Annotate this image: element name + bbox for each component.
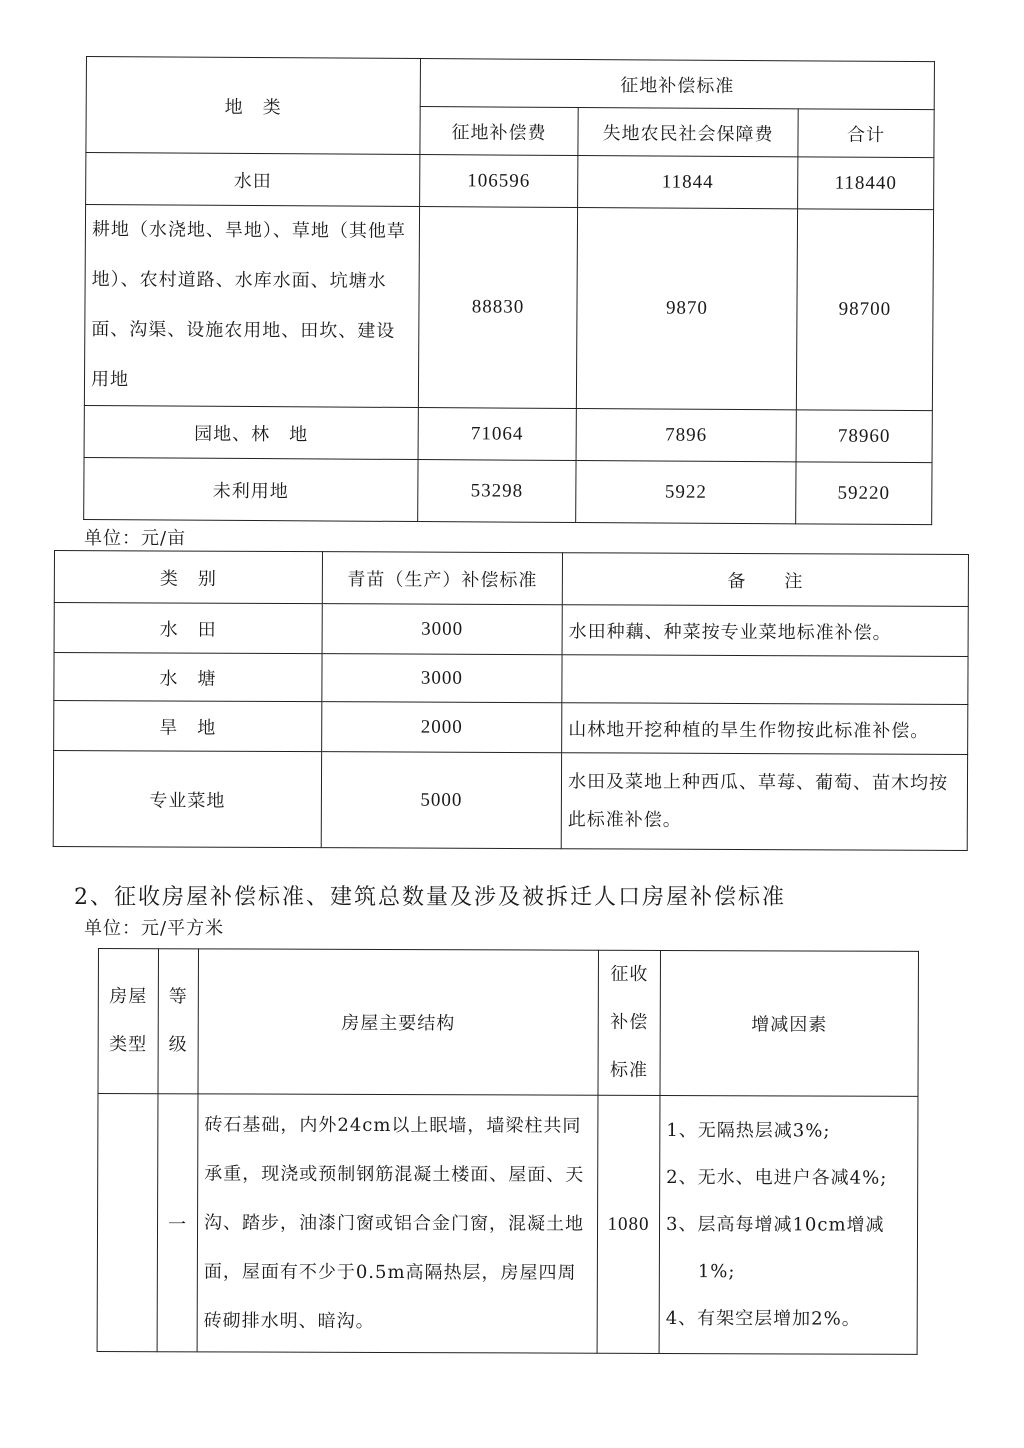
table-row: [84, 405, 932, 462]
table-row: [84, 457, 932, 524]
header-standard: 征收补偿标准: [598, 950, 661, 1095]
header-standard: 征地补偿标准: [420, 59, 934, 110]
table-row: [54, 551, 968, 607]
land-type-cell: 水田: [86, 153, 420, 207]
grade-cell: 一: [157, 1094, 198, 1352]
table-row: [54, 701, 968, 755]
house-compensation-table: [97, 948, 919, 1355]
social-cell: 5922: [576, 461, 796, 524]
fee-cell: 88830: [418, 207, 577, 409]
header-social: 失地农民社会保障费: [578, 108, 798, 157]
table-row: [84, 205, 933, 411]
standard-cell: 1080: [597, 1095, 660, 1353]
header-structure: 房屋主要结构: [198, 949, 599, 1095]
standard-cell: 3000: [322, 654, 562, 703]
table-row: [86, 153, 934, 210]
factor-item: 2、无水、电进户各减4%;: [666, 1166, 888, 1189]
header-fee: 征地补偿费: [420, 107, 578, 156]
social-cell: 9870: [576, 208, 797, 410]
social-cell: 11844: [578, 156, 798, 209]
structure-cell: 砖石基础，内外24cm以上眠墙，墙梁柱共同承重，现浇或预制钢筋混凝土楼面、屋面、天沟、踏步，油漆门窗或铝合金门窗，混凝土地面，屋面有不少于0.5m高隔热层，房屋四周砖砌排水明、暗沟。: [197, 1094, 598, 1353]
remark-cell: 水田种藕、种菜按专业菜地标准补偿。: [562, 605, 968, 657]
crop-compensation-table: [53, 550, 969, 851]
unit-label: 单位：元/亩: [84, 528, 187, 549]
standard-cell: 3000: [322, 604, 562, 655]
header-factors: 增减因素: [660, 950, 919, 1096]
factor-item: 4、有架空层增加2%。: [665, 1307, 861, 1330]
total-cell: 118440: [798, 157, 934, 210]
header-category: 类 别: [54, 551, 322, 604]
section-heading: 2、征收房屋补偿标准、建筑总数量及涉及被拆迁人口房屋补偿标准: [74, 885, 786, 910]
remark-cell: 水田及菜地上种西瓜、草莓、葡萄、苗木均按此标准补偿。: [561, 753, 967, 851]
factor-item: 1、无隔热层减3%;: [666, 1119, 831, 1142]
total-cell: 78960: [796, 410, 932, 463]
category-cell: 水 塘: [54, 653, 322, 702]
fee-cell: 71064: [418, 408, 576, 461]
factor-item: 3、层高每增减10cm增减: [666, 1213, 885, 1236]
header-standard: 青苗（生产）补偿标准: [322, 552, 562, 605]
table-row: [53, 751, 967, 851]
land-type-cell: 未利用地: [84, 457, 418, 521]
land-type-cell: 园地、林 地: [84, 405, 418, 459]
table-row: [97, 1094, 918, 1355]
category-cell: 旱 地: [54, 701, 322, 752]
remark-cell: 山林地开挖种植的旱生作物按此标准补偿。: [562, 703, 968, 755]
factor-item: 1%;: [697, 1261, 736, 1283]
house-type-cell: [97, 1094, 158, 1352]
total-cell: 59220: [796, 462, 932, 525]
header-grade: 等级: [158, 949, 199, 1094]
remark-cell: [562, 655, 968, 705]
header-land-type: 地 类: [86, 57, 421, 155]
table-row: [98, 949, 919, 1097]
fee-cell: 53298: [418, 460, 576, 523]
social-cell: 7896: [576, 409, 796, 462]
header-remark: 备 注: [562, 553, 968, 607]
land-compensation-table: [83, 56, 935, 525]
standard-cell: 5000: [321, 752, 561, 849]
category-cell: 水 田: [54, 603, 322, 654]
category-cell: 专业菜地: [53, 751, 321, 848]
land-type-cell: 耕地（水浇地、旱地）、草地（其他草地）、农村道路、水库水面、坑塘水面、沟渠、设施农用地、田坎、建设用地: [84, 205, 419, 408]
table-row: [86, 57, 934, 110]
header-total: 合计: [798, 109, 934, 158]
header-house-type: 房屋类型: [98, 949, 159, 1094]
unit-label: 单位：元/平方米: [84, 918, 225, 939]
factors-cell: [659, 1095, 918, 1354]
standard-cell: 2000: [322, 702, 562, 753]
total-cell: 98700: [796, 209, 933, 411]
fee-cell: 106596: [420, 155, 578, 208]
table-row: [54, 603, 968, 657]
table-row: [54, 653, 968, 705]
